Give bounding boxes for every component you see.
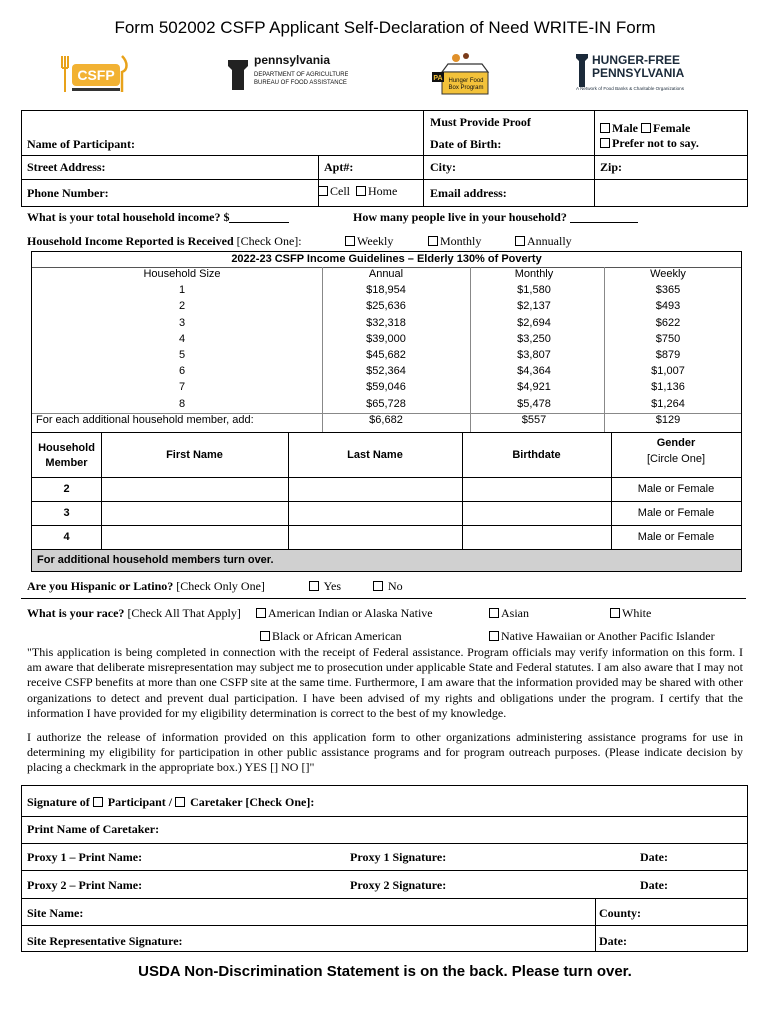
footer-notice: USDA Non-Discrimination Statement is on the back. Please turn over. xyxy=(138,963,632,980)
participant-section xyxy=(21,110,748,207)
hh-col-gender: Gender xyxy=(656,437,696,449)
guidelines-cell: $59,046 xyxy=(366,381,406,394)
release-authorization: I authorize the release of information provided on this application form to other organizations administering assistance programs for use in determining my eligibility for participation in other public assistance programs and for program outreach purposes. (Please indicate decision by placing a checkmark in the appropriate box.) YES [] NO []" xyxy=(27,730,743,775)
dob-label: Date of Birth: xyxy=(430,137,502,151)
food-box-logo xyxy=(428,50,494,96)
race-black-checkbox[interactable] xyxy=(260,631,270,641)
food-box-line1: Hunger Food xyxy=(448,78,484,84)
guidelines-cell: $32,318 xyxy=(366,316,406,329)
guidelines-header-1: Annual xyxy=(368,268,404,280)
hispanic-no-label: No xyxy=(388,579,403,593)
proxy1-signature-label: Proxy 1 Signature: xyxy=(350,850,447,864)
hh-gender-note: [Circle One] xyxy=(646,453,706,465)
hispanic-yes-checkbox[interactable] xyxy=(309,581,319,591)
race-white-checkbox[interactable] xyxy=(610,608,620,618)
hispanic-question: Are you Hispanic or Latino? [Check Only One] xyxy=(27,579,265,593)
guidelines-cell: $1,580 xyxy=(517,284,551,297)
guidelines-cell: 6 xyxy=(178,365,186,378)
guidelines-cell: $622 xyxy=(655,316,681,329)
hh-member-4: 4 xyxy=(63,531,70,543)
income-input[interactable] xyxy=(229,211,289,223)
signature-section xyxy=(21,785,748,952)
guidelines-cell: 5 xyxy=(178,349,186,361)
male-label: Male xyxy=(612,121,638,135)
race-asian-label: Asian xyxy=(501,606,529,620)
hispanic-no-checkbox[interactable] xyxy=(373,581,383,591)
guidelines-header-0: Household Size xyxy=(143,268,221,280)
hunger-free-line1: HUNGER-FREE xyxy=(592,53,681,67)
guidelines-header-2: Monthly xyxy=(514,268,554,280)
food-box-line2: Box Program xyxy=(448,85,484,91)
participant-name-label: Name of Participant: xyxy=(27,137,135,151)
print-caretaker-label: Print Name of Caretaker: xyxy=(27,822,160,836)
hunger-free-pa-logo xyxy=(574,50,690,96)
guidelines-cell: $1,007 xyxy=(651,365,685,378)
proxy2-signature-label: Proxy 2 Signature: xyxy=(350,878,447,892)
guidelines-cell: $5,478 xyxy=(517,397,551,410)
site-rep-date-label: Date: xyxy=(599,934,627,948)
race-american-indian-label: American Indian or Alaska Native xyxy=(268,606,433,620)
hh-gender-2[interactable]: Male or Female xyxy=(637,483,715,495)
household-size-input[interactable] xyxy=(570,211,638,223)
guidelines-cell: $1,264 xyxy=(651,397,685,410)
pa-logo-line3: BUREAU OF FOOD ASSISTANCE xyxy=(254,80,347,86)
csfp-logo-text: CSFP xyxy=(77,67,115,83)
guidelines-additional-label: For each additional household member, add: xyxy=(36,413,254,426)
hh-col-member: Household Member xyxy=(38,442,95,469)
hh-col-birthdate: Birthdate xyxy=(512,449,561,461)
phone-label: Phone Number: xyxy=(27,186,109,200)
guidelines-cell: $18,954 xyxy=(366,284,406,297)
guidelines-cell: $2,694 xyxy=(517,316,551,329)
race-asian-checkbox[interactable] xyxy=(489,608,499,618)
weekly-checkbox[interactable] xyxy=(345,236,355,246)
guidelines-cell: 8 xyxy=(178,397,186,410)
guidelines-cell: 4 xyxy=(178,332,186,345)
annually-label: Annually xyxy=(527,234,572,248)
county-label: County: xyxy=(599,906,642,920)
race-pacific-islander-checkbox[interactable] xyxy=(489,631,499,641)
signature-of-row: Signature of Participant / Caretaker [Check One]: xyxy=(27,795,315,809)
guidelines-additional-annual: $6,682 xyxy=(369,413,403,426)
must-provide-proof: Must Provide Proof xyxy=(430,115,531,129)
hh-turn-over-note: For additional household members turn over. xyxy=(37,554,274,566)
email-label: Email address: xyxy=(430,186,507,200)
guidelines-cell: $52,364 xyxy=(366,365,406,378)
guidelines-header-3: Weekly xyxy=(650,268,686,280)
food-box-pa: PA xyxy=(433,75,443,82)
guidelines-cell: 1 xyxy=(178,284,186,297)
guidelines-additional-monthly: $557 xyxy=(521,413,547,426)
hunger-free-line2: PENNSYLVANIA xyxy=(592,66,685,80)
race-american-indian-checkbox[interactable] xyxy=(256,608,266,618)
hh-gender-4[interactable]: Male or Female xyxy=(637,531,715,543)
weekly-label: Weekly xyxy=(357,234,394,248)
race-pacific-islander-label: Native Hawaiian or Another Pacific Islander xyxy=(501,629,715,643)
household-size-question: How many people live in your household? xyxy=(353,210,638,225)
guidelines-cell: $2,137 xyxy=(517,300,551,313)
female-checkbox[interactable] xyxy=(641,123,651,133)
cell-label: Cell xyxy=(330,184,350,198)
guidelines-additional-weekly: $129 xyxy=(655,413,681,426)
hunger-free-line3: A Network of Food Banks & Charitable Organizations xyxy=(576,86,685,91)
guidelines-cell: $65,728 xyxy=(366,397,406,410)
prefer-not-checkbox[interactable] xyxy=(600,138,610,148)
female-label: Female xyxy=(653,121,691,135)
guidelines-cell: 7 xyxy=(178,381,186,394)
guidelines-cell: $4,364 xyxy=(517,365,551,378)
hh-member-2: 2 xyxy=(63,483,70,495)
hispanic-yes-label: Yes xyxy=(323,579,342,593)
proxy2-name-label: Proxy 2 – Print Name: xyxy=(27,878,143,892)
caretaker-checkbox[interactable] xyxy=(175,797,185,807)
income-guidelines-table xyxy=(31,251,742,433)
guidelines-cell: $45,682 xyxy=(366,349,406,361)
guidelines-cell: $3,807 xyxy=(517,349,551,361)
site-name-label: Site Name: xyxy=(27,906,84,920)
guidelines-cell: 3 xyxy=(178,316,186,329)
cell-checkbox[interactable] xyxy=(318,186,328,196)
certification-statement: "This application is being completed in connection with the receipt of Federal assistance. Program officials may verify information on this form. I am aware that deliberate misrepresentation may subject me to prosecution under applicable State and Federal statutes. I am also aware that I may not receive CSFP benefits at more than one CSFP site at the same time. Furthermore, I am aware that the information provided may be shared with other organizations to detect and prevent dual participation. I have been advised of my rights and obligations under the program. I certify that the information I have provided for my eligibility determination is correct to the best of my knowledge. xyxy=(27,645,743,720)
home-label: Home xyxy=(368,184,398,198)
household-members-table xyxy=(31,432,742,572)
street-address-label: Street Address: xyxy=(27,160,106,174)
apt-label: Apt#: xyxy=(324,160,354,174)
annually-checkbox[interactable] xyxy=(515,236,525,246)
proxy1-name-label: Proxy 1 – Print Name: xyxy=(27,850,143,864)
prefer-not-label: Prefer not to say. xyxy=(612,136,699,150)
guidelines-cell: $25,636 xyxy=(366,300,406,313)
guidelines-cell: $750 xyxy=(655,332,681,345)
participant-checkbox[interactable] xyxy=(93,797,103,807)
guidelines-caption: 2022-23 CSFP Income Guidelines – Elderly 130% of Poverty xyxy=(231,253,542,265)
csfp-logo xyxy=(58,50,132,96)
form-title: Form 502002 CSFP Applicant Self-Declaration of Need WRITE-IN Form xyxy=(114,18,656,37)
city-label: City: xyxy=(430,160,456,174)
pa-agriculture-logo xyxy=(226,50,348,96)
income-reported-row: Household Income Reported is Received [Check One]: xyxy=(27,234,302,248)
guidelines-cell: $493 xyxy=(655,300,681,313)
guidelines-cell: $365 xyxy=(655,284,681,297)
monthly-checkbox[interactable] xyxy=(428,236,438,246)
guidelines-cell: 2 xyxy=(178,300,186,313)
guidelines-cell: $39,000 xyxy=(366,332,406,345)
hh-col-first-name: First Name xyxy=(166,449,223,461)
site-rep-signature-label: Site Representative Signature: xyxy=(27,934,183,948)
hh-gender-3[interactable]: Male or Female xyxy=(637,507,715,519)
proxy2-date-label: Date: xyxy=(640,878,668,892)
guidelines-cell: $3,250 xyxy=(517,332,551,345)
hh-col-last-name: Last Name xyxy=(347,449,403,461)
home-checkbox[interactable] xyxy=(356,186,366,196)
income-question: What is your total household income? $ xyxy=(27,210,289,225)
pa-logo-line1: pennsylvania xyxy=(254,53,331,67)
race-white-label: White xyxy=(622,606,652,620)
race-question: What is your race? [Check All That Apply] xyxy=(27,606,241,620)
pa-logo-line2: DEPARTMENT OF AGRICULTURE xyxy=(254,72,348,78)
zip-label: Zip: xyxy=(600,160,623,174)
guidelines-cell: $1,136 xyxy=(651,381,685,394)
guidelines-cell: $879 xyxy=(655,349,681,361)
monthly-label: Monthly xyxy=(440,234,482,248)
hh-member-3: 3 xyxy=(63,507,70,519)
guidelines-cell: $4,921 xyxy=(517,381,551,394)
proxy1-date-label: Date: xyxy=(640,850,668,864)
race-black-label: Black or African American xyxy=(272,629,402,643)
male-checkbox[interactable] xyxy=(600,123,610,133)
